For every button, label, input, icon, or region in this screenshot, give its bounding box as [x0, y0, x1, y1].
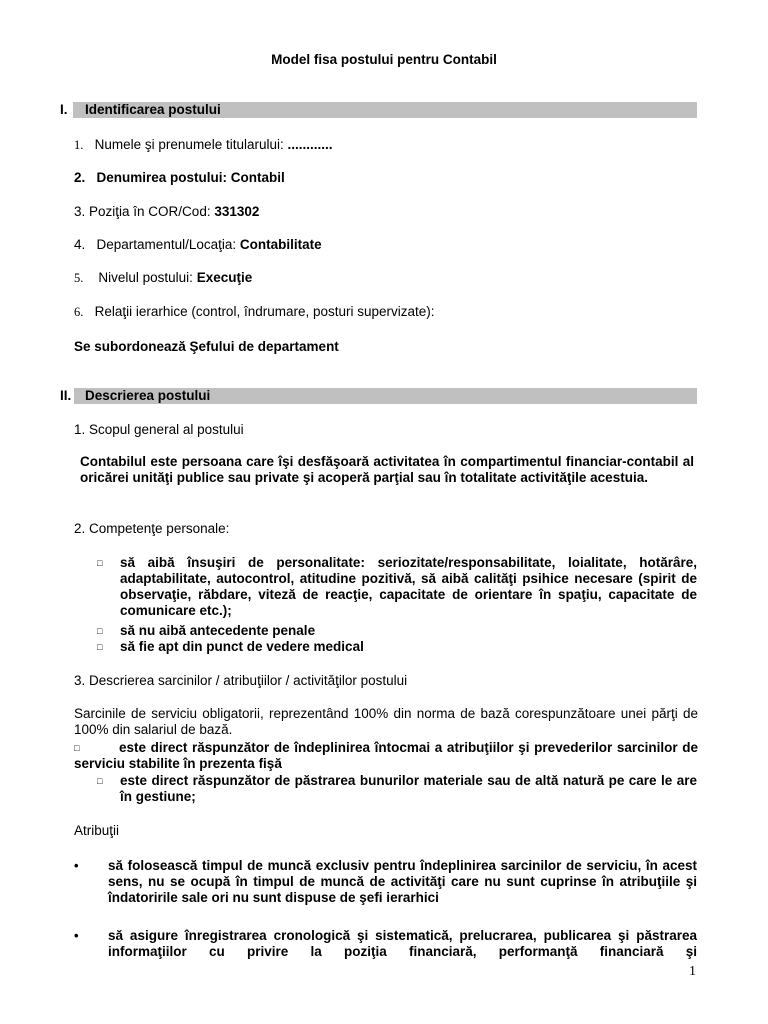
- duty-item: să asigure înregistrarea cronologică şi sistematică, prelucrarea, publicarea şi păstrarea informaţiilor cu privire la poziţia financiară, performanţă financiară şi: [108, 928, 697, 959]
- task-item: este direct răspunzător de păstrarea bunurilor materiale sau de altă natură pe care le are în gestiune;: [120, 773, 697, 804]
- dot-bullet-icon: •: [74, 858, 79, 873]
- document-title: Model fisa postului pentru Contabil: [271, 52, 497, 67]
- square-bullet-icon: □: [97, 558, 103, 568]
- duty-item: să folosească timpul de muncă exclusiv pentru îndeplinirea sarcinilor de serviciu, în acest sens, nu se ocupă în timpul de muncă de activităţi care nu sunt cuprinse în atribuţiile şi îndatoririle sale ori nu sunt dispuse de şefi ierarhici: [108, 858, 697, 905]
- section-1-heading: [60, 102, 697, 118]
- competence-item: să aibă însuşiri de personalitate: seriozitate/responsabilitate, loialitate, hotărâre, adaptabilitate, autocontrol, atitudine pozitivă, să aibă calităţi psihice necesare (spirit de observaţie, răbdare, viteză de reacţie, capacitate de orientare în spaţiu, capacitate de comunicare etc.);: [120, 555, 697, 618]
- item-department: 4. Departamentul/Locaţia: Contabilitate: [74, 237, 322, 252]
- section-2-bar: [74, 388, 697, 404]
- square-bullet-icon: □: [97, 642, 103, 652]
- page-number: 1: [689, 964, 696, 979]
- item-cor-code: 3. Poziţia în COR/Cod: 331302: [74, 204, 260, 219]
- item-hierarchy: 6. Relaţii ierarhice (control, îndrumare, posturi supervizate):: [74, 304, 435, 319]
- scope-title: 1. Scopul general al postului: [74, 422, 244, 437]
- tasks-title: 3. Descrierea sarcinilor / atribuţiilor / activităţilor postului: [74, 673, 408, 688]
- section-2-roman: II.: [60, 388, 72, 403]
- task-item: este direct răspunzător de îndeplinirea întocmai a atribuţiilor şi prevederilor sarcinilor de serviciu stabilite în prezenta fişă: [74, 740, 698, 771]
- competence-item: să nu aibă antecedente penale: [120, 623, 316, 638]
- item-name-holder: 1. Numele şi prenumele titularului: ............: [74, 137, 333, 152]
- dot-bullet-icon: •: [74, 928, 79, 943]
- section-2-heading: [60, 388, 697, 404]
- section-1-bar: [73, 102, 697, 118]
- item-level: 5. Nivelul postului: Execuţie: [74, 270, 253, 285]
- section-1-roman: I.: [60, 102, 68, 117]
- scope-text: Contabilul este persoana care îşi desfăşoară activitatea în compartimentul financiar-contabil al oricărei unităţi publice sau private şi acoperă parţial sau în totalitate activităţile acestuia.: [80, 454, 694, 485]
- tasks-intro: Sarcinile de serviciu obligatorii, reprezentând 100% din norma de bază corespunzătoare unei părţi de 100% din salariul de bază.: [74, 706, 698, 737]
- competences-title: 2. Competenţe personale:: [74, 521, 230, 536]
- subordination-text: Se subordonează Şefului de departament: [74, 339, 339, 354]
- square-bullet-icon: □: [74, 743, 80, 753]
- item-post-name: 2. Denumirea postului: Contabil: [74, 170, 285, 185]
- square-bullet-icon: □: [97, 626, 103, 636]
- competence-item: să fie apt din punct de vedere medical: [120, 639, 364, 654]
- square-bullet-icon: □: [97, 776, 103, 786]
- section-1-title: Identificarea postului: [85, 102, 221, 117]
- section-2-title: Descrierea postului: [85, 388, 211, 403]
- duties-title: Atribuţii: [74, 823, 120, 838]
